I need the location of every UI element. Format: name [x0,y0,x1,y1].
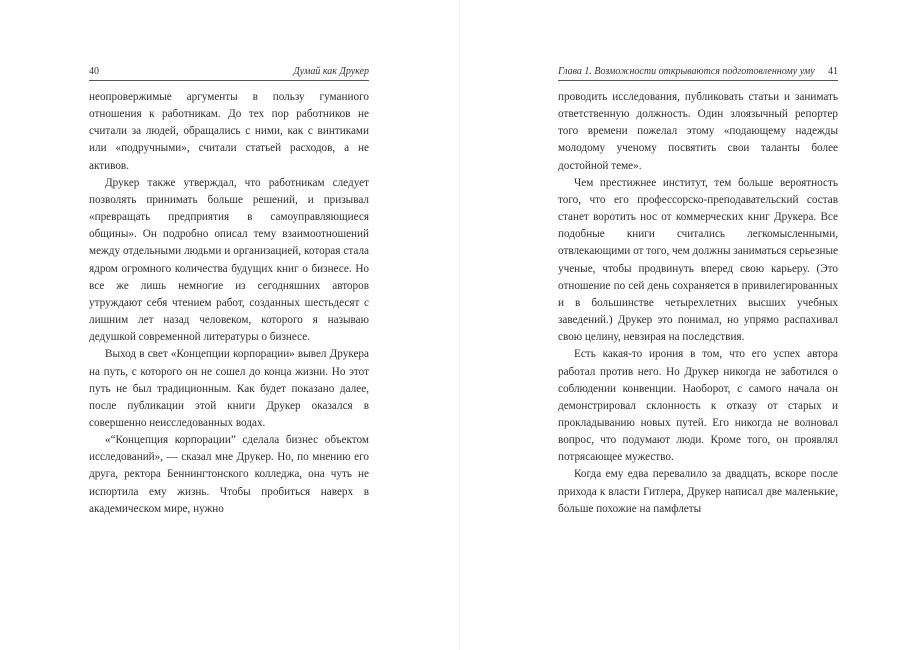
right-body-text [558,89,838,518]
left-body-text [89,89,369,518]
left-paragraph-3: Выход в свет «Концепции корпорации» вывел Друкера на путь, с которого он не сошел до конца жизни. Но этот путь не был традиционным. Как будет показано далее, после публикации этой книги Друкер оказался в совершенно неисследованных водах. [89,348,369,429]
left-running-title: Думай как Друкер [293,66,369,77]
right-page-number: 41 [828,66,838,77]
right-header-rule [558,80,838,81]
left-page [0,0,459,650]
right-paragraph-1: проводить исследования, публиковать статьи и занимать ответственную должность. Один злоязычный репортер того времени пожелал этому «подающему надежды молодому ученому посвятить свои таланты более достойной теме». [558,91,838,172]
left-paragraph-1: неопровержимые аргументы в пользу гуманиого отношения к работникам. До тех пор работников не считали за людей, обращались с ними, как с винтиками или «подручными», считали статьей расходов, а не активов. [89,91,369,172]
left-running-header [89,65,369,79]
left-paragraph-4: «“Концепция корпорации” сделала бизнес объектом исследований», — сказал мне Друкер. Но, по мнению его друга, ректора Беннингтонского колледжа, она чуть не испортила ему жизнь. Чтобы пробиться наверх в академическом мире, нужно [89,434,369,515]
left-page-number: 40 [89,66,99,77]
right-running-title: Глава 1. Возможности открываются подготовленному уму [558,66,815,77]
right-page [460,0,919,650]
right-paragraph-2: Чем престижнее институт, тем больше вероятность того, что его профессорско-преподавательский состав станет воротить нос от коммерческих книг Друкера. Все подобные книги считались легкомысленными, отвлекающими от того, чем должны заниматься серьезные ученые, чтобы продвинуть вперед свою карьеру. (Это отношение по сей день сохраняется в привилегированных и в большинстве четырехлетних высших учебных заведений.) Друкер это понимал, но упрямо распахивал свою целину, невзирая на последствия. [558,176,838,344]
right-paragraph-4: Когда ему едва перевалило за двадцать, вскоре после прихода к власти Гитлера, Друкер написал две маленькие, больше похожие на памфлеты [558,468,838,515]
left-paragraph-2: Друкер также утверждал, что работникам следует позволять принимать больше решений, и призывал «превращать предприятия в самоуправляющиеся общины». Он подробно описал тему взаимоотношений между отдельными людьми и организацией, которая стала ядром огромного количества будущих книг о бизнесе. Но все же лишь немногие из сегодняшних авторов утруждают себя чтением работ, созданных шестьдесят с лишним лет назад человеком, которого я называю дедушкой современной литературы о бизнесе. [89,176,369,344]
right-running-header [558,65,838,79]
left-header-rule [89,80,369,81]
right-paragraph-3: Есть какая-то ирония в том, что его успех автора работал против него. Но Друкер никогда не заботился о соблюдении конвенции. Наоборот, с самого начала он демонстрировал склонность к отказу от старых и прокладыванию новых путей. Его никогда не волновал вопрос, что подумают люди. Кроме того, он проявлял потрясающее мужество. [558,348,838,464]
